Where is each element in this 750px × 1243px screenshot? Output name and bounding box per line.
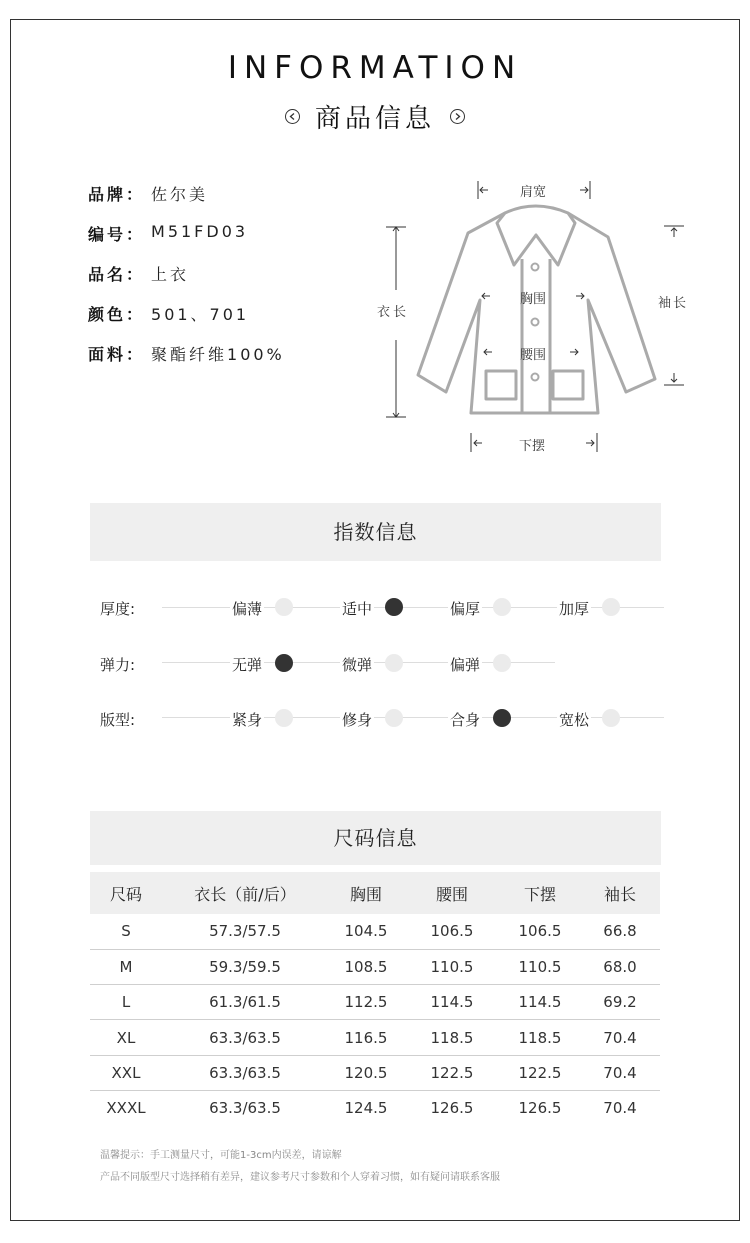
chevron-left-circle-icon	[285, 109, 300, 124]
info-key: 颜色：	[88, 305, 146, 324]
table-cell: L	[90, 985, 162, 1020]
index-dot	[385, 709, 403, 727]
table-cell: XXL	[90, 1055, 162, 1090]
index-option: 偏弹	[450, 656, 481, 674]
index-option: 微弹	[342, 656, 373, 674]
index-dot	[493, 598, 511, 616]
table-row	[90, 1090, 660, 1125]
size-table-header: 下摆	[500, 872, 580, 914]
table-cell: 70.4	[580, 1020, 660, 1055]
index-option: 加厚	[559, 600, 590, 618]
info-key: 品牌：	[88, 185, 146, 204]
table-row	[90, 949, 660, 984]
label-shoulder: 肩宽	[520, 185, 547, 200]
table-cell: 114.5	[404, 985, 500, 1020]
size-table-header: 尺码	[90, 872, 162, 914]
table-cell: 66.8	[580, 914, 660, 949]
label-length: 衣长	[377, 305, 410, 320]
index-option: 适中	[342, 600, 373, 618]
table-cell: 124.5	[344, 1099, 388, 1118]
label-chest: 胸围	[520, 292, 547, 307]
size-table-header: 胸围	[328, 872, 404, 914]
size-table-header: 袖长	[580, 872, 660, 914]
table-row	[90, 914, 660, 949]
table-cell: 118.5	[500, 1020, 580, 1055]
table-cell: 120.5	[328, 1055, 404, 1090]
page-title-cn-row	[0, 98, 750, 135]
table-row	[90, 1055, 660, 1090]
size-section-header: 尺码信息	[90, 811, 661, 865]
table-cell: 57.3/57.5	[162, 914, 328, 949]
label-sleeve: 袖长	[658, 296, 689, 311]
size-table-header: 腰围	[404, 872, 500, 914]
index-dot-selected	[385, 598, 403, 616]
note-measurement: 温馨提示：手工测量尺寸，可能1-3cm内误差，请谅解	[100, 1150, 342, 1161]
table-cell: XL	[90, 1020, 162, 1055]
index-section-header: 指数信息	[90, 503, 661, 561]
index-dot	[275, 598, 293, 616]
table-cell: 68.0	[580, 949, 660, 984]
info-row-name	[88, 262, 285, 302]
jacket-outline-icon	[370, 175, 700, 465]
info-value: 501、701	[151, 305, 250, 324]
info-value: 佐尔美	[151, 185, 209, 204]
index-option: 无弹	[232, 656, 263, 674]
index-option: 偏薄	[232, 600, 263, 618]
table-cell: 108.5	[328, 949, 404, 984]
table-cell: 110.5	[500, 949, 580, 984]
index-dot	[602, 709, 620, 727]
info-value: M51FD03	[151, 222, 249, 241]
page-title-en: INFORMATION	[227, 50, 523, 86]
index-dot-selected	[493, 709, 511, 727]
index-dot	[493, 654, 511, 672]
table-cell: 63.3/63.5	[162, 1055, 328, 1090]
info-row-brand	[88, 182, 285, 222]
table-cell: 106.5	[500, 914, 580, 949]
index-dot	[275, 709, 293, 727]
table-cell: 70.4	[603, 1099, 637, 1118]
table-row	[90, 1020, 660, 1055]
index-label-thickness: 厚度:	[100, 600, 136, 618]
table-cell: 104.5	[328, 914, 404, 949]
info-row-color	[88, 302, 285, 342]
index-dot-selected	[275, 654, 293, 672]
table-cell: 114.5	[500, 985, 580, 1020]
table-cell: 69.2	[580, 985, 660, 1020]
note-fit-advice: 产品不同版型尺寸选择稍有差异，建议参考尺寸参数和个人穿着习惯，如有疑问请联系客服	[100, 1172, 500, 1183]
size-table	[90, 872, 660, 1126]
table-cell: 126.5	[518, 1099, 562, 1118]
info-key: 品名：	[88, 265, 146, 284]
index-option: 偏厚	[450, 600, 481, 618]
label-waist: 腰围	[520, 348, 547, 363]
index-option: 修身	[342, 711, 373, 729]
table-cell: S	[90, 914, 162, 949]
table-cell: 126.5	[430, 1099, 474, 1118]
table-cell: 63.3/63.5	[209, 1099, 281, 1118]
info-row-fabric	[88, 342, 285, 382]
table-row	[90, 985, 660, 1020]
table-cell: 118.5	[404, 1020, 500, 1055]
table-cell: 63.3/63.5	[162, 1020, 328, 1055]
table-cell: 110.5	[404, 949, 500, 984]
index-option: 合身	[450, 711, 481, 729]
info-key: 面料：	[88, 345, 146, 364]
info-value: 聚酯纤维100%	[151, 345, 285, 364]
index-label-elasticity: 弹力:	[100, 656, 136, 674]
index-dot	[602, 598, 620, 616]
table-cell: 70.4	[580, 1055, 660, 1090]
table-cell: 59.3/59.5	[162, 949, 328, 984]
index-option: 紧身	[232, 711, 263, 729]
info-row-code	[88, 222, 285, 262]
index-dot	[385, 654, 403, 672]
info-key: 编号：	[88, 225, 146, 244]
size-table-header: 衣长（前/后）	[162, 872, 328, 914]
size-table-header-row	[90, 872, 660, 914]
table-cell: 122.5	[404, 1055, 500, 1090]
chevron-right-circle-icon	[450, 109, 465, 124]
table-cell: 106.5	[404, 914, 500, 949]
table-cell: 116.5	[328, 1020, 404, 1055]
table-cell: 61.3/61.5	[162, 985, 328, 1020]
garment-diagram	[370, 175, 700, 465]
index-option: 宽松	[559, 711, 590, 729]
product-info-list	[88, 182, 285, 382]
table-cell: 112.5	[328, 985, 404, 1020]
info-value: 上衣	[151, 265, 190, 284]
table-cell: XXXL	[106, 1099, 146, 1118]
page-title-cn: 商品信息	[314, 104, 435, 134]
index-label-fit: 版型:	[100, 711, 136, 729]
table-cell: 122.5	[500, 1055, 580, 1090]
label-hem: 下摆	[519, 439, 546, 454]
table-cell: M	[90, 949, 162, 984]
